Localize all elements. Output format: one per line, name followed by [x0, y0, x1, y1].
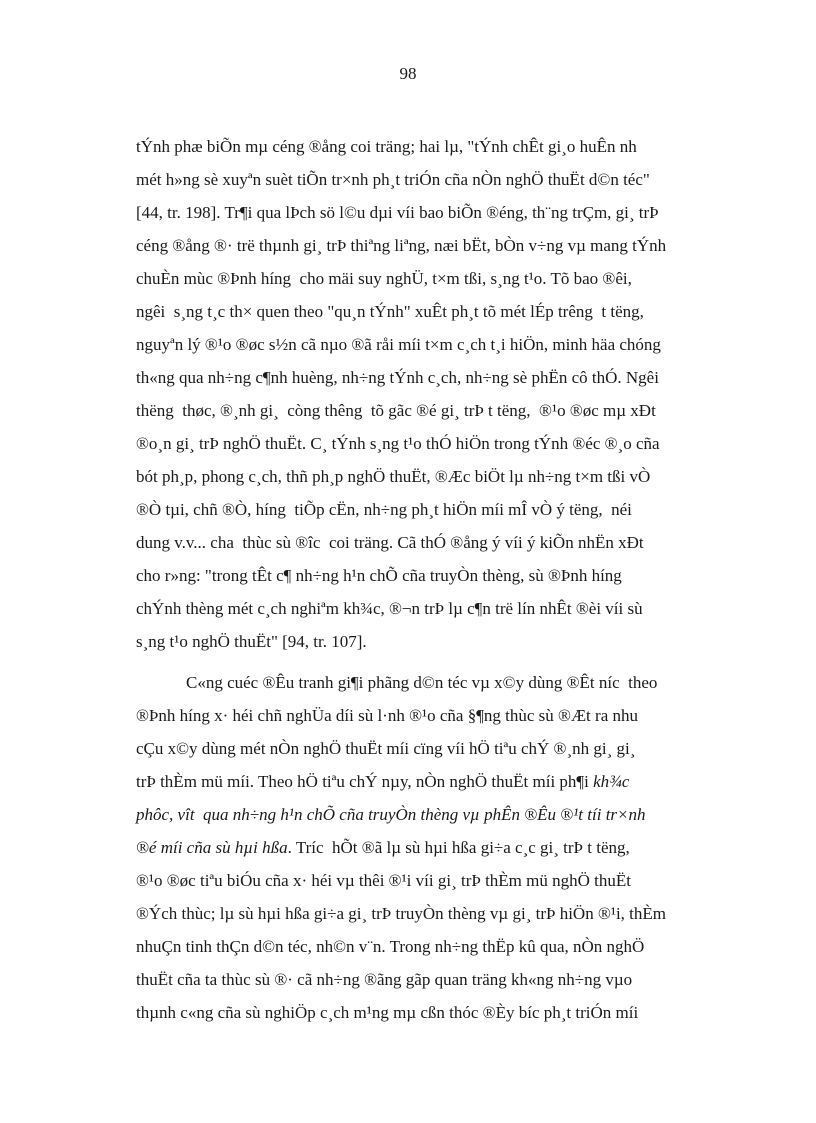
text-line [136, 838, 630, 858]
text-line: ®Ých thùc; lµ sù hµi hßa gi÷a gi¸ trÞ truyÒn thèng vµ gi¸ trÞ hiÖn ®¹i, thÈm [136, 904, 667, 923]
text-line: bót ph¸p, phong c¸ch, thñ ph¸p nghÖ thuËt, ®Æc biÖt lµ nh÷ng t×m tßi vÒ [136, 467, 651, 486]
text-line: nhuÇn tinh thÇn d©n téc, nh©n v¨n. Trong nh÷ng thËp kû qua, nÒn nghÖ [136, 937, 645, 956]
text-line: nguyªn lý ®¹o ®øc s½n cã nµo ®ã råi míi t×m c¸ch t¸i hiÖn, minh häa chóng [136, 335, 661, 354]
text-line: ngêi s¸ng t¸c th× quen theo "qu¸n tÝnh" xuÊt ph¸t tõ mét lÉp trêng t tëng, [136, 302, 644, 321]
text-line: cÇu x©y dùng mét nÒn nghÖ thuËt míi cïng víi hÖ tiªu chÝ ®¸nh gi¸ gi¸ [136, 739, 636, 758]
italic-text-span: kh¾c [593, 772, 630, 791]
text-line: thuËt cña ta thùc sù ®· cã nh÷ng ®ãng gãp quan träng kh«ng nh÷ng vµo [136, 970, 633, 989]
text-line [136, 772, 629, 792]
text-line: ®Ò tµi, chñ ®Ò, híng tiÕp cËn, nh÷ng ph¸t hiÖn míi mÎ vÒ ý tëng, néi [136, 500, 632, 519]
text-line: céng ®ång ®· trë thµnh gi¸ trÞ thiªng liªng, næi bËt, bÒn v÷ng vµ mang tÝnh [136, 236, 667, 255]
text-line: mét h»ng sè xuyªn suèt tiÕn tr×nh ph¸t triÓn cña nÒn nghÖ thuËt d©n téc" [136, 170, 650, 189]
text-line: tÝnh phæ biÕn mµ céng ®ång coi träng; hai lµ, "tÝnh chÊt gi¸o huÊn nh [136, 137, 637, 156]
text-line: cho r»ng: "trong tÊt c¶ nh÷ng h¹n chÕ cña truyÒn thèng, sù ®Þnh híng [136, 566, 622, 585]
page-number: 98 [399, 64, 417, 83]
text-line: dung v.v... cha thùc sù ®îc coi träng. Cã thÓ ®ång ý víi ý kiÕn nhËn xÐt [136, 533, 644, 552]
text-line: thµnh c«ng cña sù nghiÖp c¸ch m¹ng mµ cßn thóc ®Èy bíc ph¸t triÓn míi [136, 1003, 639, 1022]
text-line: thëng thøc, ®¸nh gi¸ còng thêng tõ gãc ®é gi¸ trÞ t tëng, ®¹o ®øc mµ xÐt [136, 401, 656, 420]
text-line: C«ng cuéc ®Êu tranh gi¶i phãng d©n téc vµ x©y dùng ®Êt níc theo [186, 673, 658, 692]
text-span: trÞ thÈm mü míi. Theo hÖ tiªu chÝ nµy, nÒn nghÖ thuËt míi ph¶i [136, 772, 594, 791]
text-line: chuÈn mùc ®Þnh híng cho mäi suy nghÜ, t×m tßi, s¸ng t¹o. Tõ bao ®êi, [136, 269, 632, 288]
text-line: ®o¸n gi¸ trÞ nghÖ thuËt. C¸ tÝnh s¸ng t¹o thÓ hiÖn trong tÝnh ®éc ®¸o cña [136, 434, 660, 453]
italic-text-line: phôc, vît qua nh÷ng h¹n chÕ cña truyÒn thèng vµ phÊn ®Êu ®¹t tíi tr×nh [136, 805, 646, 824]
text-line: ®Þnh híng x· héi chñ nghÜa díi sù l·nh ®¹o cña §¶ng thùc sù ®Æt ra nhu [136, 706, 638, 725]
italic-text-span: ®é míi cña sù hµi hßa [136, 838, 288, 857]
text-span: . Tríc hÕt ®ã lµ sù hµi hßa gi÷a c¸c gi¸ trÞ t tëng, [287, 838, 630, 857]
text-line: th«ng qua nh÷ng c¶nh huèng, nh÷ng tÝnh c¸ch, nh÷ng sè phËn cô thÓ. Ngêi [136, 368, 659, 387]
text-line: ®¹o ®øc tiªu biÓu cña x· héi vµ thêi ®¹i víi gi¸ trÞ thÈm mü nghÖ thuËt [136, 871, 631, 890]
text-line: s¸ng t¹o nghÖ thuËt" [94, tr. 107]. [136, 632, 367, 651]
text-line: [44, tr. 198]. Tr¶i qua lÞch sö l©u dµi víi bao biÕn ®éng, th¨ng trÇm, gi¸ trÞ [136, 203, 659, 222]
text-line: chÝnh thèng mét c¸ch nghiªm kh¾c, ®¬n trÞ lµ c¶n trë lín nhÊt ®èi víi sù [136, 599, 643, 618]
